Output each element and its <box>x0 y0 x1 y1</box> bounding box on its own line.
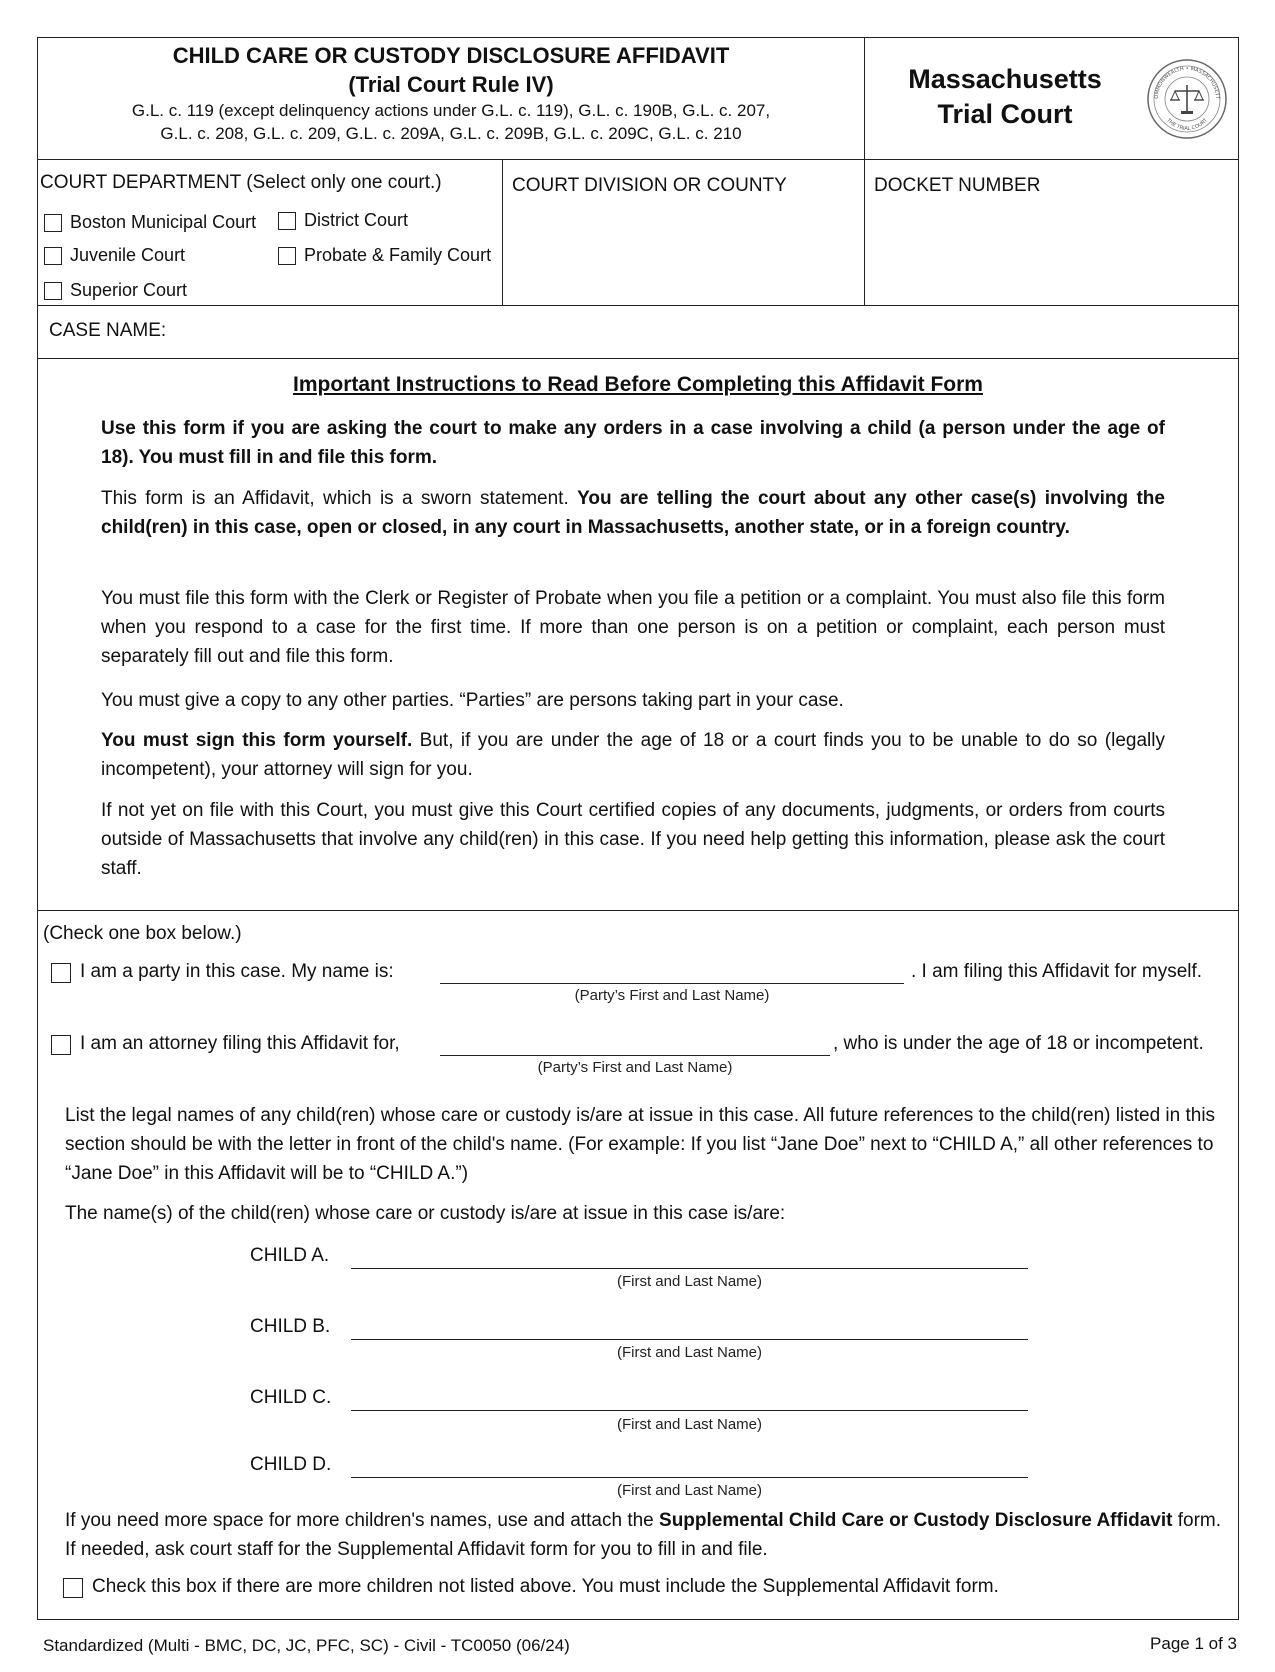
attorney-party-name-caption: (Party’s First and Last Name) <box>537 1059 733 1076</box>
frame-bottom <box>37 1619 1239 1620</box>
divider-instructions <box>37 910 1239 911</box>
statutes-line-1: G.L. c. 119 (except delinquency actions under G.L. c. 119), G.L. c. 190B, G.L. c. 207, <box>131 101 771 120</box>
child-d-label: CHILD D. <box>250 1454 332 1475</box>
checkbox-juvenile-court[interactable] <box>44 247 62 265</box>
court-option-superior: Superior Court <box>70 280 188 300</box>
court-department-label: COURT DEPARTMENT (Select only one court.) <box>40 172 442 193</box>
frame-left <box>37 37 38 1620</box>
attorney-statement-start: I am an attorney filing this Affidavit for, <box>80 1033 400 1054</box>
case-name-field[interactable] <box>180 312 1230 352</box>
svg-text:THE TRIAL COURT <box>1164 117 1209 132</box>
instructions-paragraph-3: You must file this form with the Clerk or Register of Probate when you file a petition or a complaint. You must also file this form when you respond to a case for the first time. If more than one person is on a petition or complaint, each person must separately fill out and file this form. <box>101 588 1165 667</box>
checkbox-superior-court[interactable] <box>44 282 62 300</box>
attorney-statement-end: , who is under the age of 18 or incompetent. <box>833 1033 1204 1054</box>
checkbox-attorney[interactable] <box>51 1035 71 1055</box>
frame-top <box>37 37 1239 38</box>
child-c-caption: (First and Last Name) <box>616 1416 763 1433</box>
court-option-juvenile: Juvenile Court <box>70 245 186 265</box>
child-b-name-field[interactable] <box>351 1339 1028 1340</box>
child-b-label: CHILD B. <box>250 1316 331 1337</box>
court-seal-icon <box>1146 58 1228 140</box>
children-intro: List the legal names of any child(ren) whose care or custody is/are at issue in this case. All future references to the child(ren) listed in this section should be with the letter in front of the child's name. (For example: If you list “Jane Doe” next to “CHILD A,” all other references to “Jane Doe” in this Affidavit will be to “CHILD A.”) <box>65 1105 1216 1184</box>
more-children-check-label: Check this box if there are more children not listed above. You must include the Supplemental Affidavit form. <box>92 1576 999 1597</box>
more-children-note-end: form. If needed, ask court staff for the Supplemental Affidavit form for you to fill in and file. <box>65 1510 1222 1560</box>
instructions-p5-bold: You must sign this form yourself. <box>101 730 413 751</box>
instructions-p2-plain: This form is an Affidavit, which is a sworn statement. <box>101 488 578 509</box>
instructions-p2-bold: You are telling the court about any other case(s) involving the child(ren) in this case, open or closed, in any court in Massachusetts, another state, or in a foreign country. <box>101 488 1165 538</box>
form-title: CHILD CARE OR CUSTODY DISCLOSURE AFFIDAVIT <box>172 43 730 68</box>
court-option-boston-municipal: Boston Municipal Court <box>70 212 257 232</box>
form-subtitle: (Trial Court Rule IV) <box>348 72 554 97</box>
child-a-caption: (First and Last Name) <box>616 1273 763 1290</box>
divider-case <box>37 358 1239 359</box>
seal-bottom-text: THE TRIAL COURT <box>1165 117 1209 133</box>
statutes-line-2: G.L. c. 208, G.L. c. 209, G.L. c. 209A, G.L. c. 209B, G.L. c. 209C, G.L. c. 210 <box>160 124 742 143</box>
checkbox-party[interactable] <box>51 963 71 983</box>
page-number: Page 1 of 3 <box>1150 1634 1237 1653</box>
supplemental-form-name: Supplemental Child Care or Custody Disclosure Affidavit <box>659 1510 1173 1531</box>
check-one-note: (Check one box below.) <box>43 923 242 944</box>
more-children-note-start: If you need more space for more children's names, use and attach the <box>65 1510 660 1531</box>
child-a-name-field[interactable] <box>351 1268 1028 1269</box>
instructions-p5-plain: But, if you are under the age of 18 or a court finds you to be unable to do so (legally incompetent), your attorney will sign for you. <box>101 730 1165 780</box>
case-name-label: CASE NAME: <box>49 320 167 341</box>
child-c-name-field[interactable] <box>351 1410 1028 1411</box>
child-c-label: CHILD C. <box>250 1387 332 1408</box>
child-d-caption: (First and Last Name) <box>616 1482 763 1499</box>
instructions-paragraph-6: If not yet on file with this Court, you must give this Court certified copies of any documents, judgments, or orders from courts outside of Massachusetts that involve any child(ren) in this case. If you need help getting this information, please ask the court staff. <box>101 800 1165 879</box>
instructions-heading: Important Instructions to Read Before Completing this Affidavit Form <box>293 373 983 396</box>
org-name-line-1: Massachusetts <box>908 64 1102 94</box>
checkbox-probate-family-court[interactable] <box>278 247 296 265</box>
divider-division <box>502 159 503 306</box>
child-d-name-field[interactable] <box>351 1477 1028 1478</box>
children-names-label: The name(s) of the child(ren) whose care or custody is/are at issue in this case is/are: <box>65 1203 786 1224</box>
svg-text:COMMONWEALTH • MASSACHUSETTS <box>1146 58 1220 100</box>
party-name-caption: (Party’s First and Last Name) <box>574 987 770 1004</box>
docket-number-field[interactable] <box>872 200 1232 300</box>
court-division-field[interactable] <box>510 200 858 300</box>
child-a-label: CHILD A. <box>250 1245 330 1266</box>
divider-header <box>37 159 1239 160</box>
form-identifier: Standardized (Multi - BMC, DC, JC, PFC, SC) - Civil - TC0050 (06/24) <box>43 1636 570 1655</box>
child-b-caption: (First and Last Name) <box>616 1344 763 1361</box>
instructions-paragraph-2 <box>101 484 1165 542</box>
docket-number-label: DOCKET NUMBER <box>874 175 1041 196</box>
party-statement-start: I am a party in this case. My name is: <box>80 961 394 982</box>
instructions-paragraph-1: Use this form if you are asking the court to make any orders in a case involving a child (a person under the age of 18). You must fill in and file this form. <box>101 418 1165 468</box>
divider-court <box>37 305 1239 306</box>
more-children-note <box>65 1506 1225 1564</box>
checkbox-boston-municipal[interactable] <box>44 214 62 232</box>
party-name-field[interactable] <box>440 983 904 984</box>
instructions-paragraph-5 <box>101 726 1165 784</box>
checkbox-more-children[interactable] <box>63 1578 83 1598</box>
frame-right <box>1238 37 1239 1620</box>
party-statement-end: . I am filing this Affidavit for myself. <box>911 961 1203 982</box>
checkbox-district-court[interactable] <box>278 212 296 230</box>
court-option-district: District Court <box>304 210 409 230</box>
court-division-label: COURT DIVISION OR COUNTY <box>512 175 787 196</box>
seal-top-text: OMMONWEALTH • MASSACHUSETT <box>1153 65 1221 100</box>
court-option-probate-family: Probate & Family Court <box>304 245 492 265</box>
org-name-line-2: Trial Court <box>937 99 1073 129</box>
attorney-party-name-field[interactable] <box>440 1055 830 1056</box>
instructions-paragraph-4: You must give a copy to any other parties. “Parties” are persons taking part in your case. <box>101 690 844 711</box>
